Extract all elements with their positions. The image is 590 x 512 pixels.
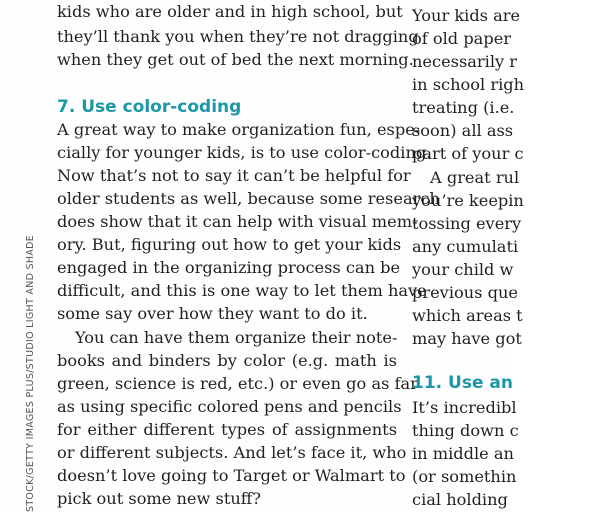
body-line: pick out some new stuff? (57, 489, 261, 508)
body-line: part of your c (412, 144, 524, 163)
body-line: doesn’t love going to Target or Walmart to (57, 466, 406, 485)
body-line: ory. But, figuring out how to get your kids (57, 235, 402, 254)
body-line: you’re keepin (412, 191, 524, 210)
body-line: your child w (412, 260, 514, 279)
body-line: which areas t (412, 306, 523, 325)
body-line: any cumulati (412, 237, 519, 256)
body-line: for either different types of assignments (57, 420, 397, 439)
body-line: necessarily r (412, 52, 518, 71)
body-line: It’s incredibl (412, 398, 517, 417)
body-line: thing down c (412, 421, 519, 440)
body-line: they’ll thank you when they’re not dragging (57, 27, 419, 46)
body-line: difficult, and this is one way to let them have (57, 281, 427, 300)
body-line: A great rul (430, 168, 520, 187)
photo-credit: STOCK/GETTY IMAGES PLUS/STUDIO LIGHT AND SHADE (25, 234, 36, 512)
body-line: green, science is red, etc.) or even go as far (57, 374, 418, 393)
body-line: or different subjects. And let’s face it, who (57, 443, 407, 462)
body-line: A great way to make organization fun, espe- (57, 120, 421, 139)
body-line: when they get out of bed the next morning. (57, 50, 414, 69)
body-line: tossing every (412, 214, 522, 233)
body-line: some say over how they want to do it. (57, 304, 368, 323)
body-line: engaged in the organizing process can be (57, 258, 401, 277)
body-line: in school righ (412, 75, 525, 94)
body-line: of old paper (412, 29, 512, 48)
body-line: books and binders by color (e.g. math is (57, 351, 397, 370)
section-heading-7: 7. Use color-coding (57, 97, 242, 117)
body-line: soon) all ass (412, 121, 514, 140)
section-heading-11: 11. Use an (412, 373, 513, 393)
body-line: cially for younger kids, is to use color-coding. (57, 143, 432, 162)
body-line: previous que (412, 283, 518, 302)
body-line: in middle an (412, 444, 514, 463)
body-line: kids who are older and in high school, but (57, 2, 403, 21)
body-line: You can have them organize their note- (75, 328, 398, 347)
body-line: Your kids are (412, 6, 521, 25)
body-line: older students as well, because some research (57, 189, 440, 208)
body-line: (or somethin (412, 467, 517, 486)
body-line: does show that it can help with visual mem- (57, 212, 418, 231)
body-line: as using specific colored pens and pencils (57, 397, 402, 416)
body-line: cial holding (412, 490, 508, 509)
body-line: may have got (412, 329, 522, 348)
body-line: treating (i.e. (412, 98, 515, 117)
body-line: Now that’s not to say it can’t be helpful for (57, 166, 411, 185)
